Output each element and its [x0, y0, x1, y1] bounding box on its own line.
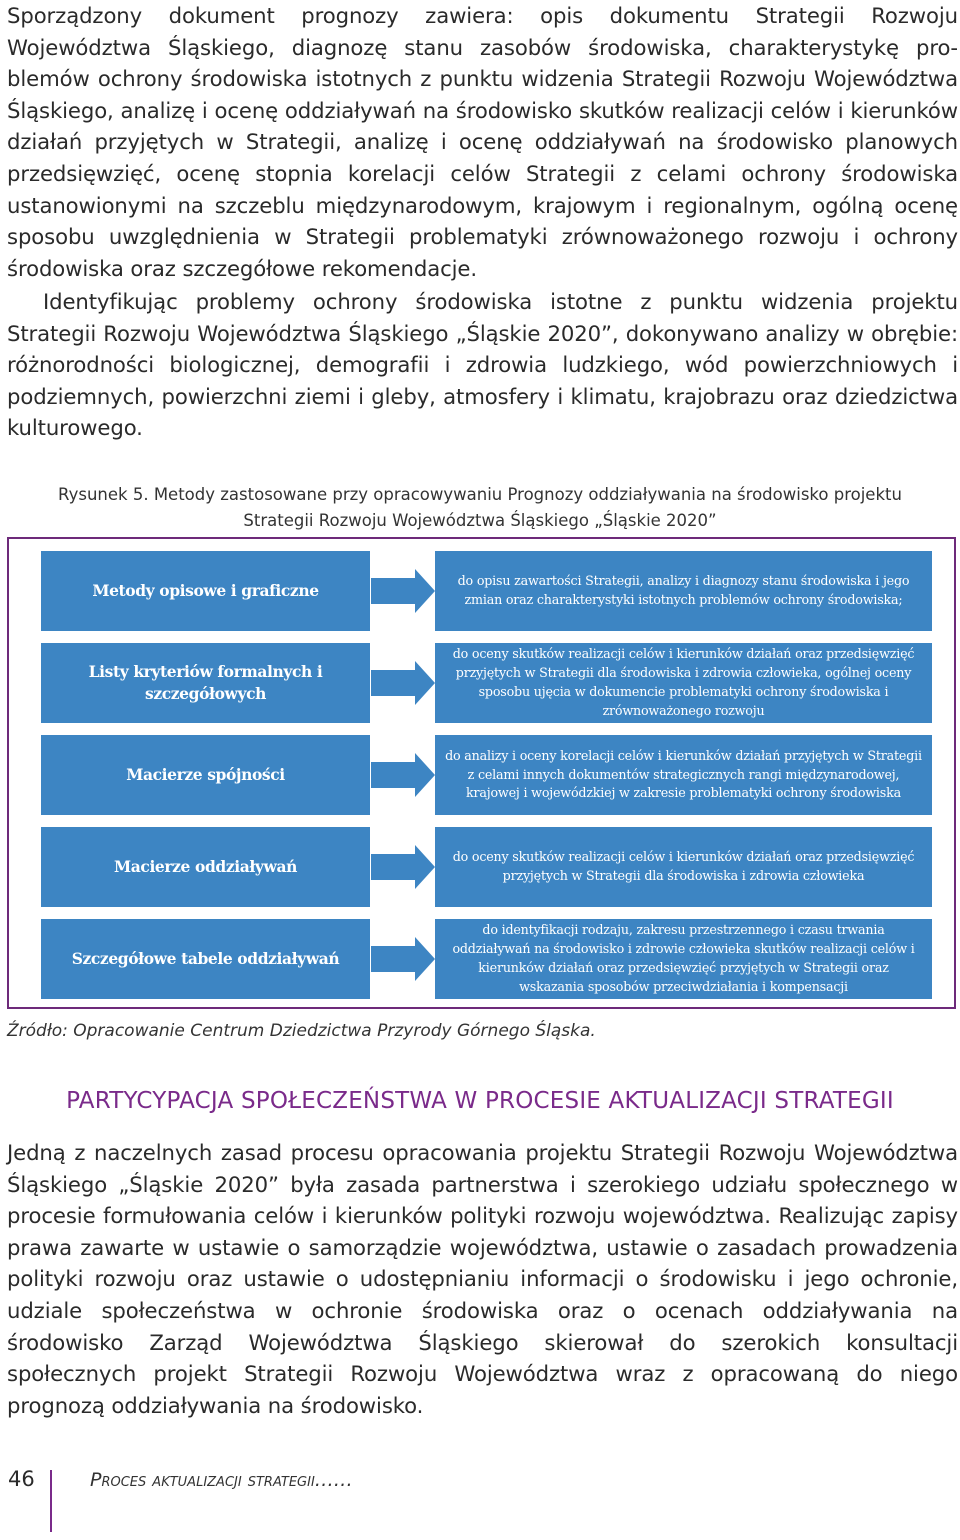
- paragraph-problem-identification: Identyfikując problemy ochrony środowiska istotne z punktu widzenia projektu Strategii Rozwoju Województwa Śląskiego „Śląskie 2020”, dokonywano analizy w obrębie: różnorodności biologicznej, demografii i zdrowia ludzkiego, wód powierzchniowych i podziemnych, powierzchni ziemi i gleby, atmosfery i klimatu, krajobrazu oraz dziedzictwa kulturowego.: [7, 289, 958, 441]
- method-box-criteria-lists: Listy kryteriów formalnych i szczegółowych: [41, 643, 370, 723]
- running-title: Proces aktualizacji strategii……: [90, 1469, 353, 1491]
- figure-source: Źródło: Opracowanie Centrum Dziedzictwa Przyrody Górnego Śląska.: [7, 1021, 596, 1041]
- figure-caption: [0, 482, 960, 534]
- method-description-impact-matrices: do oceny skutków realizacji celów i kierunków działań oraz przedsięwzięć przyjętych w Strategii dla środowiska i zdrowia człowieka: [435, 827, 932, 907]
- method-box-impact-matrices: Macierze oddziaływań: [41, 827, 370, 907]
- method-description-consistency-matrices: do analizy i oceny korelacji celów i kierunków działań przyjętych w Strategii z celami innych dokumentów strategicznych rangi międzynarodowej, krajowej i wojewódzkiej w zakresie problematyki ochrony środowiska: [435, 735, 932, 815]
- methods-diagram: [7, 537, 956, 1009]
- method-description-descriptive: do opisu zawartości Strategii, analizy i diagnozy stanu środowiska i jego zmian oraz charakterystyki istotnych problemów ochrony środowiska;: [435, 551, 932, 631]
- method-description-criteria-lists: do oceny skutków realizacji celów i kierunków działań oraz przedsięwzięć przyjętych w Strategii dla środowiska i zdrowia człowieka, ogólnej oceny sposobu ujęcia w dokumencie problematyki ochrony środowiska i zrównoważonego rozwoju: [435, 643, 932, 723]
- method-box-consistency-matrices: Macierze spójności: [41, 735, 370, 815]
- footer-divider: [50, 1470, 52, 1532]
- paragraph-forecast-contents: Sporządzony dokument prognozy zawiera: opis dokumentu Strategii Rozwoju Województwa Śląskiego, diagnozę stanu zasobów środowiska, charakterystykę problemów ochrony środowiska istotnych z punktu widzenia Strategii Rozwoju Województwa Śląskiego, analizę i ocenę oddziaływań na środowisko skutków realizacji celów i kierunków działań przyjętych w Strategii, analizę i ocenę oddziaływań na środowisko planowych przedsięwzięć, ocenę stopnia korelacji celów Strategii z celami ochrony środowiska ustanowionymi na szczeblu międzynarodowym, krajowym i regionalnym, ogólną ocenę sposobu uwzględnienia w Strategii problematyki zrównoważonego rozwoju i ochrony środowiska oraz szczegółowe rekomendacje.: [7, 3, 958, 281]
- method-description-detailed-tables: do identyfikacji rodzaju, zakresu przestrzennego i czasu trwania oddziaływań na środowisko i zdrowie człowieka skutków realizacji celów i kierunków działań oraz przedsięwzięć przyjętych w Strategii oraz wskazania sposobów przeciwdziałania i kompensacji: [435, 919, 932, 999]
- page-number: 46: [8, 1467, 35, 1491]
- figure-caption-line-2: Strategii Rozwoju Województwa Śląskiego „Śląskie 2020”: [243, 511, 717, 530]
- method-box-detailed-tables: Szczegółowe tabele oddziaływań: [41, 919, 370, 999]
- method-box-descriptive: Metody opisowe i graficzne: [41, 551, 370, 631]
- figure-caption-line-1: Rysunek 5. Metody zastosowane przy opracowywaniu Prognozy oddziaływania na środowisko projektu: [58, 485, 902, 504]
- paragraph-participation: Jedną z naczelnych zasad procesu opracowania projektu Strategii Rozwoju Województwa Śląskiego „Śląskie 2020” była zasada partnerstwa i szerokiego udziału społecznego w procesie formułowania celów i kierunków polityki rozwoju województwa. Realizując zapisy prawa zawarte w ustawie o samorządzie województwa, ustawie o zasadach prowadzenia polityki rozwoju oraz ustawie o udostępnianiu informacji o środowisku i jego ochronie, udziale społeczeństwa w ochronie środowiska oraz o ocenach oddziaływania na środowisko Zarząd Województwa Śląskiego skierował do szerokich konsultacji społecznych projekt Strategii Rozwoju Województwa wraz z opracowaną do niego prognozą oddziaływania na środowisko.: [7, 1140, 958, 1418]
- section-heading: PARTYCYPACJA SPOŁECZEŃSTWA W PROCESIE AKTUALIZACJI STRATEGII: [66, 1088, 894, 1114]
